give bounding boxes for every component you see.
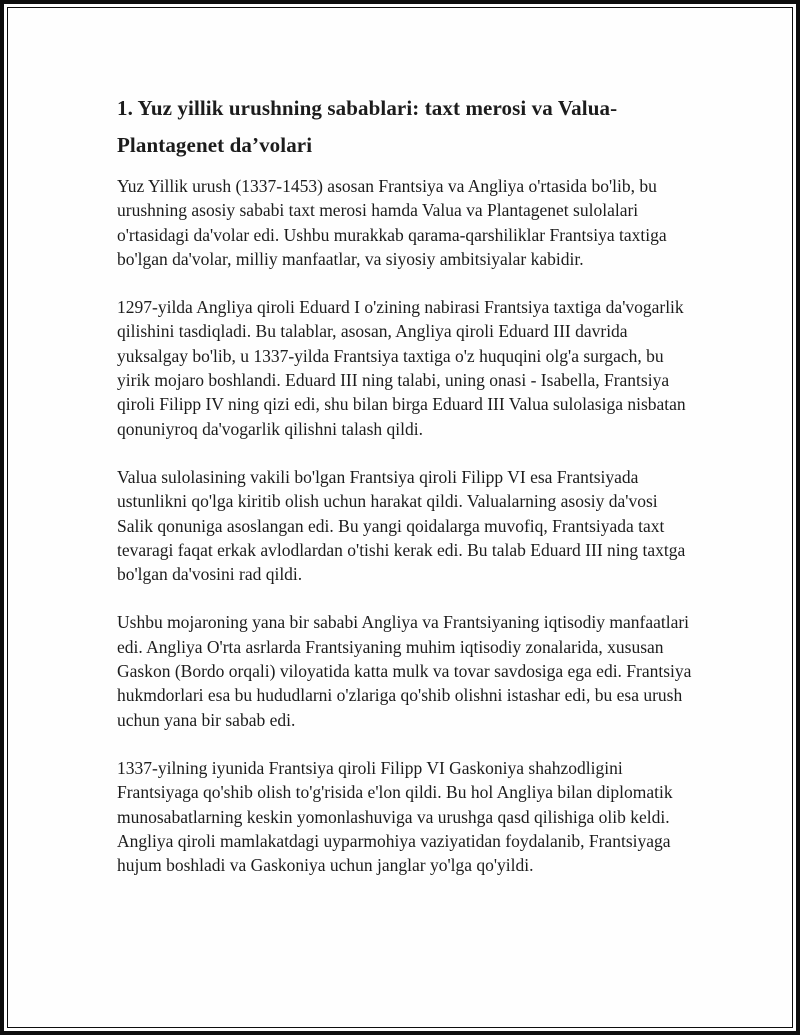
document-content bbox=[117, 90, 693, 901]
paragraph-5: 1337-yilning iyunida Frantsiya qiroli Filipp VI Gaskoniya shahzodligini Frantsiyaga qo'shib olish to'g'risida e'lon qildi. Bu hol Angliya bilan diplomatik munosabatlarning keskin yomonlashuviga va urushga qasd qilishiga olib keldi. Angliya qiroli mamlakatdagi uyparmohiya vaziyatidan foydalanib, Frantsiyaga hujum boshladi va Gaskoniya uchun janglar yo'lga qo'yildi. bbox=[117, 757, 673, 876]
paragraph-1: Yuz Yillik urush (1337-1453) asosan Frantsiya va Angliya o'rtasida bo'lib, bu urushning asosiy sababi taxt merosi hamda Valua va Plantagenet sulolalari o'rtasidagi da'volar edi. Ushbu murakkab qarama-qarshiliklar Frantsiya taxtiga bo'lgan da'volar, milliy manfaatlar, va siyosiy ambitsiyalar kabidir. bbox=[117, 176, 667, 269]
paragraph-2: 1297-yilda Angliya qiroli Eduard I o'zining nabirasi Frantsiya taxtiga da'vogarlik qilishini tasdiqladi. Bu talablar, asosan, Angliya qiroli Eduard III davrida yuksalgay bo'lib, u 1337-yilda Frantsiya taxtiga o'z huquqini olg'a surgach, bu yirik mojaro boshlandi. Eduard III ning talabi, uning onasi - Isabella, Frantsiya qiroli Filipp IV ning qizi edi, shu bilan birga Eduard III Valua sulolasiga nisbatan qonuniyroq da'vogarlik qilishni talash qildi. bbox=[117, 297, 686, 439]
paragraph-3: Valua sulolasining vakili bo'lgan Frantsiya qiroli Filipp VI esa Frantsiyada ustunlikni qo'lga kiritib olish uchun harakat qildi. Valualarning asosiy da'vosi Salik qonuniga asoslangan edi. Bu yangi qoidalarga muvofiq, Frantsiyada taxt tevaragi faqat erkak avlodlardan o'tishi kerak edi. Bu talab Eduard III ning taxtga bo'lgan da'vosini rad qildi. bbox=[117, 466, 686, 585]
paragraph-4: Ushbu mojaroning yana bir sababi Angliya va Frantsiyaning iqtisodiy manfaatlari edi. Angliya O'rta asrlarda Frantsiyaning muhim iqtisodiy zonalarida, xususan Gaskon (Bordo orqali) viloyatida katta mulk va tovar savdosiga ega edi. Frantsiya hukmdorlari esa bu hududlarni o'zlariga qo'shib olishni istashar edi, bu esa urush uchun yana bir sabab edi. bbox=[117, 612, 692, 730]
document-heading: 1. Yuz yillik urushning sabablari: taxt merosi va Valua-Plantagenet da’volari bbox=[117, 96, 618, 157]
